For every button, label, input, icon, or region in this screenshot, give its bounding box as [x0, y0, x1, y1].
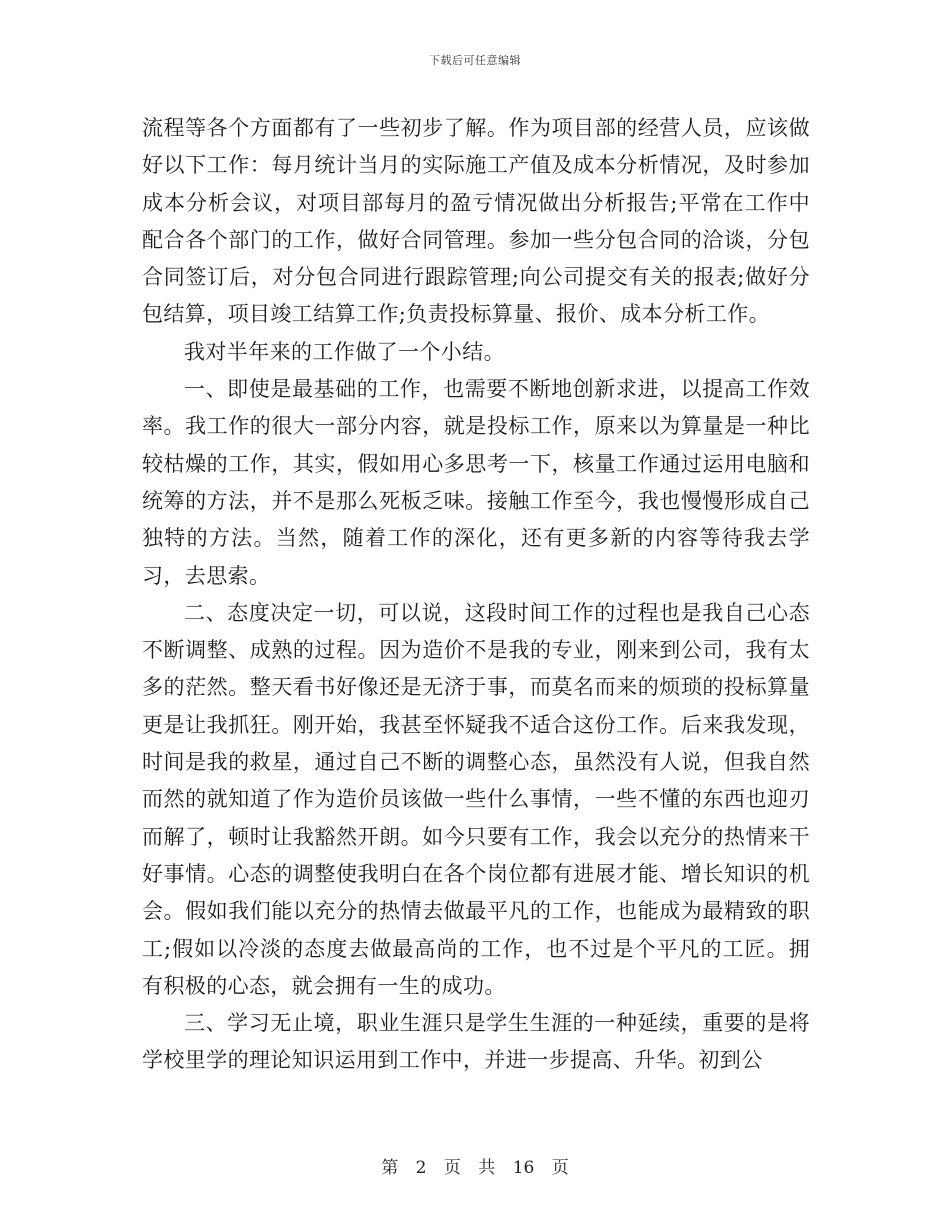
paragraph-point-two: 二、态度决定一切，可以说，这段时间工作的过程也是我自己心态不断调整、成熟的过程。因为造价不是我的专业，刚来到公司，我有太多的茫然。整天看书好像还是无济于事，而莫名而来的烦琐的投标算量更是让我抓狂。刚开始，我甚至怀疑我不适合这份工作。后来我发现，时间是我的救星，通过自己不断的调整心态，虽然没有人说，但我自然而然的就知道了作为造价员该做一些什么事情，一些不懂的东西也迎刃而解了，顿时让我豁然开朗。如今只要有工作，我会以充分的热情来干好事情。心态的调整使我明白在各个岗位都有进展才能、增长知识的机会。假如我们能以充分的热情去做最平凡的工作，也能成为最精致的职工;假如以冷淡的态度去做最高尚的工作，也不过是个平凡的工匠。拥有积极的心态，就会拥有一生的成功。 — [142, 600, 810, 998]
header-note: 下载后可任意编辑 — [429, 54, 521, 67]
page-footer — [0, 1153, 950, 1178]
footer-total-unit: 页 — [551, 1158, 569, 1178]
footer-page-unit: 页 — [443, 1158, 461, 1178]
paragraph-summary-intro: 我对半年来的工作做了一个小结。 — [184, 339, 505, 364]
current-page-number: 2 — [415, 1158, 427, 1178]
footer-prefix: 第 — [381, 1158, 399, 1178]
paragraph-point-one: 一、即使是最基础的工作，也需要不断地创新求进，以提高工作效率。我工作的很大一部分内容，就是投标工作，原来以为算量是一种比较枯燥的工作，其实，假如用心多思考一下，核量工作通过运用电脑和统筹的方法，并不是那么死板乏味。接触工作至今，我也慢慢形成自己独特的方法。当然，随着工作的深化，还有更多新的内容等待我去学习，去思索。 — [142, 377, 810, 588]
paragraph-continuation: 流程等各个方面都有了一些初步了解。作为项目部的经营人员，应该做好以下工作：每月统计当月的实际施工产值及成本分析情况，及时参加成本分析会议，对项目部每月的盈亏情况做出分析报告;平常在工作中配合各个部门的工作，做好合同管理。参加一些分包合同的洽谈，分包合同签订后，对分包合同进行跟踪管理;向公司提交有关的报表;做好分包结算，项目竣工结算工作;负责投标算量、报价、成本分析工作。 — [142, 116, 810, 327]
paragraph-point-three: 三、学习无止境，职业生涯只是学生生涯的一种延续，重要的是将学校里学的理论知识运用到工作中，并进一步提高、升华。初到公 — [142, 1011, 810, 1073]
document-body — [142, 110, 810, 1080]
total-page-number: 16 — [512, 1158, 535, 1178]
footer-total-label: 共 — [478, 1158, 496, 1178]
